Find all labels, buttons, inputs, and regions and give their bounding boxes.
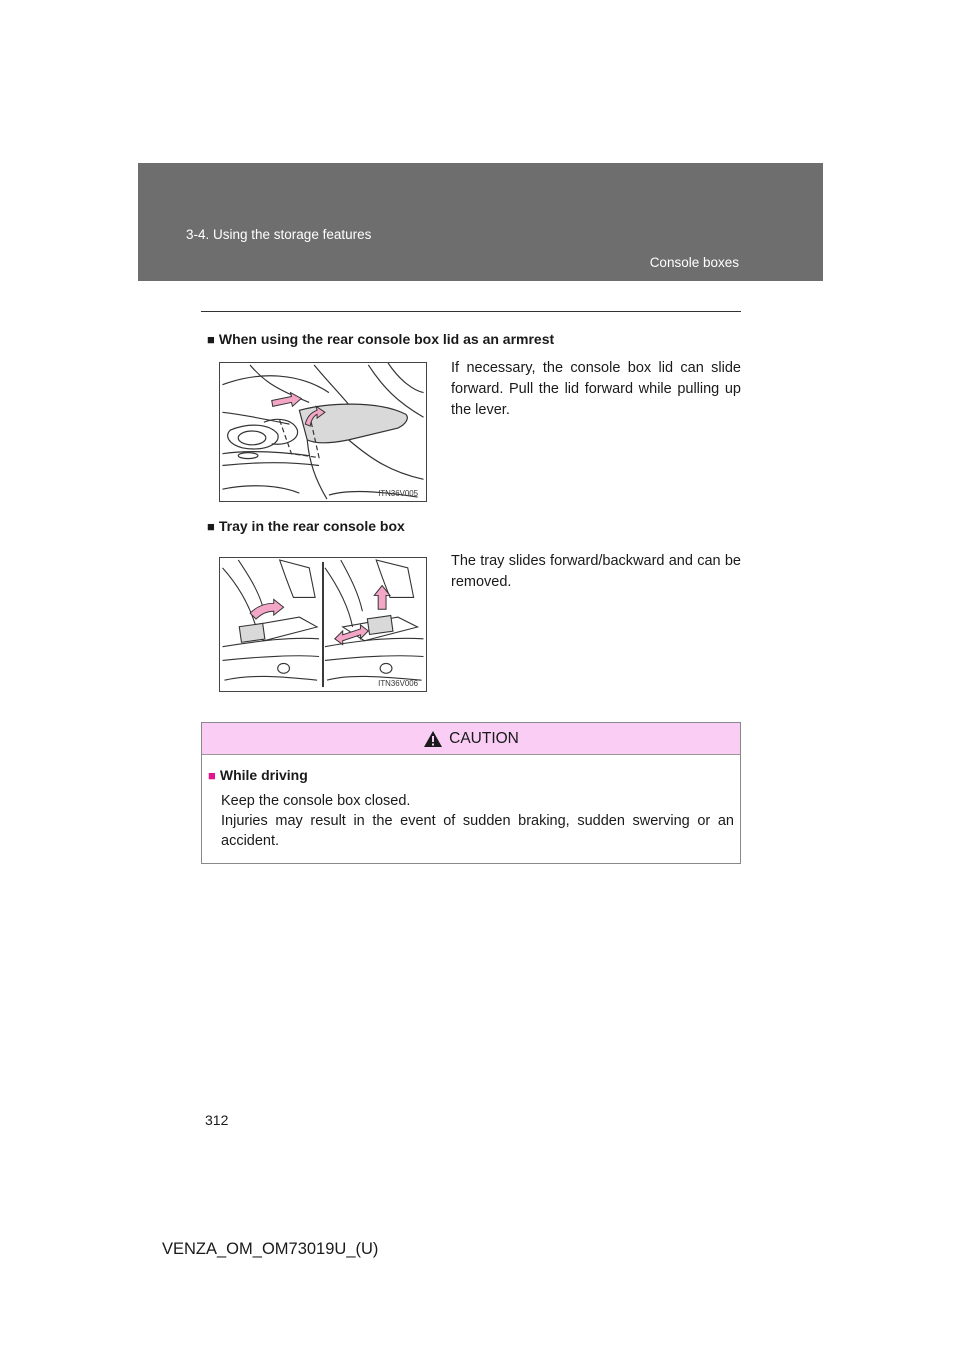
caution-line: Keep the console box closed. — [221, 793, 411, 809]
page-header — [138, 163, 823, 281]
caution-header — [202, 723, 740, 755]
armrest-description: If necessary, the console box lid can slide forward. Pull the lid forward while pulling up the lever. — [451, 360, 741, 418]
figure-tray — [219, 557, 427, 692]
tray-description: The tray slides forward/backward and can be removed. — [451, 553, 741, 590]
top-rule — [201, 311, 741, 312]
caution-box — [201, 722, 741, 864]
section-title: Console boxes — [649, 255, 739, 270]
caution-subheading: ■ While driving — [208, 767, 308, 783]
chapter-title: 3-4. Using the storage features — [186, 227, 372, 242]
subheading-armrest: ■ When using the rear console box lid as an armrest — [207, 331, 555, 347]
figure-code: ITN36V006 — [378, 679, 419, 689]
warning-triangle-icon — [423, 730, 443, 748]
page-number: 312 — [205, 1112, 229, 1128]
square-bullet-icon: ■ — [208, 768, 216, 783]
armrest-illustration — [220, 363, 426, 501]
subheading-tray: ■ Tray in the rear console box — [207, 518, 405, 534]
document-code: VENZA_OM_OM73019U_(U) — [162, 1240, 379, 1258]
tray-illustration — [220, 558, 426, 691]
caution-line: Injuries may result in the event of sudden braking, sudden swerving or an accident. — [221, 813, 734, 849]
square-bullet-icon: ■ — [207, 519, 215, 534]
caution-body — [202, 755, 740, 851]
caution-text — [221, 791, 734, 851]
caution-title: CAUTION — [449, 729, 519, 747]
square-bullet-icon: ■ — [207, 332, 215, 347]
figure-armrest-lid — [219, 362, 427, 502]
figure-code: ITN36V005 — [378, 489, 419, 499]
